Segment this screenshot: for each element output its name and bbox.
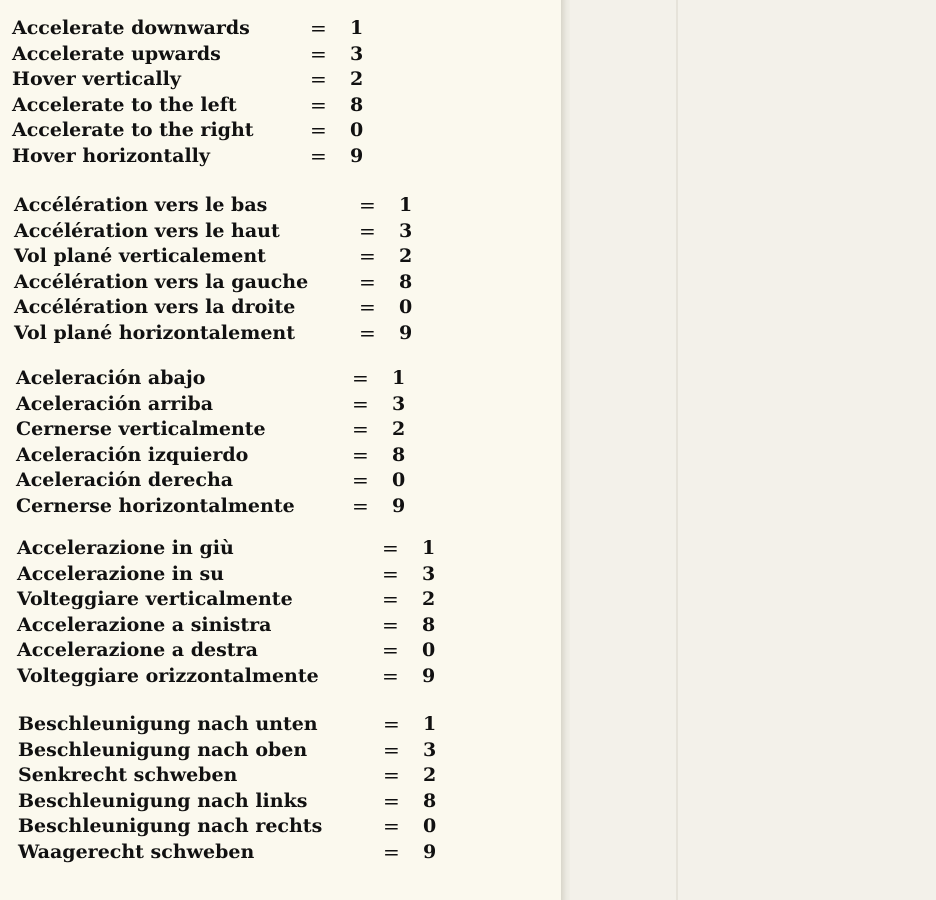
equals-sign: = (382, 536, 399, 560)
manual-page-right (570, 0, 936, 900)
control-label: Accélération vers la droite (14, 296, 296, 319)
equals-sign: = (310, 143, 327, 168)
control-label: Accelerazione a sinistra (17, 613, 272, 636)
equals-sign: = (382, 612, 399, 637)
equals-sign: = (382, 663, 399, 688)
equals-sign: = (310, 41, 327, 66)
key-number: 2 (399, 245, 413, 268)
control-label: Accélération vers le bas (14, 194, 268, 216)
key-number: 1 (423, 713, 437, 735)
control-label: Accelerazione a destra (17, 639, 258, 662)
control-label: Cernerse horizontalmente (16, 494, 295, 517)
key-number: 2 (423, 764, 437, 787)
control-label: Accelerazione in su (17, 562, 224, 585)
control-label: Accelerate upwards (12, 42, 221, 65)
key-number: 9 (423, 840, 437, 863)
control-label: Accelerazione in giù (17, 537, 234, 559)
control-label: Accelerate to the left (12, 93, 237, 116)
equals-sign: = (352, 417, 369, 442)
equals-sign: = (383, 763, 400, 788)
equals-sign: = (359, 244, 376, 269)
key-number: 3 (392, 392, 406, 415)
key-number: 8 (399, 270, 413, 293)
equals-sign: = (310, 67, 327, 92)
control-label: Aceleración abajo (16, 367, 206, 389)
key-number: 8 (350, 93, 364, 116)
control-label: Accélération vers la gauche (14, 270, 309, 293)
equals-sign: = (359, 320, 376, 345)
key-number: 1 (392, 367, 406, 389)
control-label: Cernerse verticalmente (16, 418, 266, 441)
equals-sign: = (382, 587, 399, 612)
equals-sign: = (383, 712, 400, 736)
key-number: 2 (422, 588, 436, 611)
key-number: 1 (350, 17, 364, 39)
key-number: 1 (422, 537, 436, 559)
key-number: 8 (423, 789, 437, 812)
control-label: Accelerate downwards (12, 17, 250, 39)
key-number: 3 (422, 562, 436, 585)
control-label: Vol plané horizontalement (14, 321, 296, 344)
key-number: 0 (392, 469, 406, 492)
equals-sign: = (359, 193, 376, 217)
control-label: Aceleración derecha (16, 469, 234, 492)
equals-sign: = (383, 737, 400, 762)
equals-sign: = (310, 118, 327, 143)
control-label: Senkrecht schweben (18, 764, 238, 787)
equals-sign: = (382, 561, 399, 586)
control-label: Volteggiare orizzontalmente (17, 664, 319, 687)
key-number: 0 (423, 815, 437, 838)
key-number: 2 (350, 68, 364, 91)
control-label: Accélération vers le haut (14, 219, 280, 242)
equals-sign: = (352, 493, 369, 518)
page-spine (561, 0, 570, 900)
key-number: 9 (392, 494, 406, 517)
control-label: Aceleración izquierdo (16, 443, 249, 466)
control-label: Hover vertically (12, 68, 181, 91)
equals-sign: = (383, 814, 400, 839)
key-number: 0 (350, 119, 364, 142)
equals-sign: = (352, 366, 369, 390)
key-number: 8 (392, 443, 406, 466)
equals-sign: = (382, 638, 399, 663)
control-label: Waagerecht schweben (18, 840, 255, 863)
key-number: 9 (422, 664, 436, 687)
control-label: Aceleración arriba (16, 392, 214, 415)
key-number: 3 (399, 219, 413, 242)
equals-sign: = (310, 92, 327, 117)
key-number: 2 (392, 418, 406, 441)
key-number: 9 (399, 321, 413, 344)
control-label: Accelerate to the right (12, 119, 254, 142)
equals-sign: = (359, 295, 376, 320)
control-label: Beschleunigung nach unten (18, 713, 318, 735)
equals-sign: = (352, 391, 369, 416)
equals-sign: = (383, 788, 400, 813)
equals-sign: = (352, 468, 369, 493)
key-number: 0 (422, 639, 436, 662)
page-fold-line (676, 0, 678, 900)
equals-sign: = (310, 16, 327, 40)
equals-sign: = (359, 218, 376, 243)
key-number: 3 (423, 738, 437, 761)
key-number: 0 (399, 296, 413, 319)
equals-sign: = (359, 269, 376, 294)
control-label: Vol plané verticalement (14, 245, 266, 268)
equals-sign: = (352, 442, 369, 467)
control-label: Hover horizontally (12, 144, 210, 167)
key-number: 1 (399, 194, 413, 216)
control-label: Beschleunigung nach links (18, 789, 308, 812)
control-label: Beschleunigung nach rechts (18, 815, 323, 838)
equals-sign: = (383, 839, 400, 864)
key-number: 9 (350, 144, 364, 167)
key-number: 8 (422, 613, 436, 636)
control-label: Beschleunigung nach oben (18, 738, 308, 761)
control-label: Volteggiare verticalmente (17, 588, 293, 611)
key-number: 3 (350, 42, 364, 65)
